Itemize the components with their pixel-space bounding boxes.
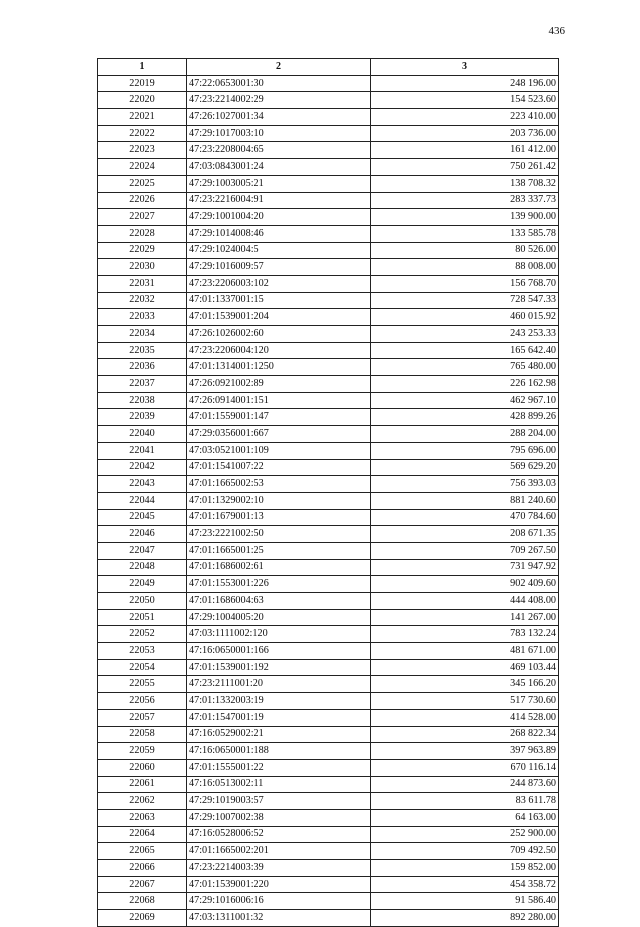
row-number-cell: 22038 bbox=[98, 392, 187, 409]
row-number-cell: 22066 bbox=[98, 860, 187, 877]
cadastral-number-cell: 47:01:1679001:13 bbox=[187, 509, 371, 526]
cadastral-number-cell: 47:23:2111001:20 bbox=[187, 676, 371, 693]
cadastral-number-cell: 47:01:1555001:22 bbox=[187, 759, 371, 776]
table-row bbox=[98, 860, 559, 877]
table-row bbox=[98, 175, 559, 192]
value-cell: 226 162.98 bbox=[371, 376, 559, 393]
cadastral-number-cell: 47:29:1017003:10 bbox=[187, 125, 371, 142]
table-row bbox=[98, 843, 559, 860]
table-row bbox=[98, 476, 559, 493]
row-number-cell: 22046 bbox=[98, 526, 187, 543]
cadastral-number-cell: 47:01:1665002:201 bbox=[187, 843, 371, 860]
row-number-cell: 22069 bbox=[98, 910, 187, 927]
row-number-cell: 22030 bbox=[98, 259, 187, 276]
table-row bbox=[98, 826, 559, 843]
table-row bbox=[98, 526, 559, 543]
value-cell: 460 015.92 bbox=[371, 309, 559, 326]
cadastral-number-cell: 47:16:0650001:166 bbox=[187, 643, 371, 660]
value-cell: 517 730.60 bbox=[371, 693, 559, 710]
column-header-3: 3 bbox=[371, 59, 559, 76]
table-row bbox=[98, 409, 559, 426]
value-cell: 268 822.34 bbox=[371, 726, 559, 743]
table-row bbox=[98, 509, 559, 526]
cadastral-number-cell: 47:29:1016006:16 bbox=[187, 893, 371, 910]
table-row bbox=[98, 609, 559, 626]
table-row bbox=[98, 776, 559, 793]
cadastral-number-cell: 47:26:1027001:34 bbox=[187, 109, 371, 126]
value-cell: 252 900.00 bbox=[371, 826, 559, 843]
table-row bbox=[98, 726, 559, 743]
value-cell: 283 337.73 bbox=[371, 192, 559, 209]
cadastral-number-cell: 47:01:1559001:147 bbox=[187, 409, 371, 426]
row-number-cell: 22044 bbox=[98, 492, 187, 509]
cadastral-number-cell: 47:29:1004005:20 bbox=[187, 609, 371, 626]
cadastral-number-cell: 47:01:1539001:204 bbox=[187, 309, 371, 326]
table-row bbox=[98, 659, 559, 676]
value-cell: 709 492.50 bbox=[371, 843, 559, 860]
row-number-cell: 22060 bbox=[98, 759, 187, 776]
value-cell: 165 642.40 bbox=[371, 342, 559, 359]
table-row bbox=[98, 125, 559, 142]
cadastral-number-cell: 47:29:1024004:5 bbox=[187, 242, 371, 259]
row-number-cell: 22019 bbox=[98, 75, 187, 92]
cadastral-number-cell: 47:29:1016009:57 bbox=[187, 259, 371, 276]
cadastral-number-cell: 47:29:1014008:46 bbox=[187, 225, 371, 242]
table-row bbox=[98, 759, 559, 776]
row-number-cell: 22052 bbox=[98, 626, 187, 643]
row-number-cell: 22064 bbox=[98, 826, 187, 843]
row-number-cell: 22023 bbox=[98, 142, 187, 159]
cadastral-number-cell: 47:01:1541007:22 bbox=[187, 459, 371, 476]
value-cell: 481 671.00 bbox=[371, 643, 559, 660]
value-cell: 709 267.50 bbox=[371, 542, 559, 559]
cadastral-number-cell: 47:26:0921002:89 bbox=[187, 376, 371, 393]
value-cell: 248 196.00 bbox=[371, 75, 559, 92]
table-row bbox=[98, 876, 559, 893]
cadastral-number-cell: 47:23:2221002:50 bbox=[187, 526, 371, 543]
value-cell: 765 480.00 bbox=[371, 359, 559, 376]
row-number-cell: 22055 bbox=[98, 676, 187, 693]
cadastral-number-cell: 47:01:1329002:10 bbox=[187, 492, 371, 509]
table-body bbox=[98, 75, 559, 926]
value-cell: 902 409.60 bbox=[371, 576, 559, 593]
value-cell: 159 852.00 bbox=[371, 860, 559, 877]
header-row bbox=[98, 59, 559, 76]
table-row bbox=[98, 292, 559, 309]
table-row bbox=[98, 576, 559, 593]
row-number-cell: 22042 bbox=[98, 459, 187, 476]
value-cell: 138 708.32 bbox=[371, 175, 559, 192]
value-cell: 783 132.24 bbox=[371, 626, 559, 643]
table-row bbox=[98, 259, 559, 276]
table-row bbox=[98, 109, 559, 126]
row-number-cell: 22020 bbox=[98, 92, 187, 109]
row-number-cell: 22048 bbox=[98, 559, 187, 576]
row-number-cell: 22053 bbox=[98, 643, 187, 660]
row-number-cell: 22022 bbox=[98, 125, 187, 142]
row-number-cell: 22029 bbox=[98, 242, 187, 259]
value-cell: 88 008.00 bbox=[371, 259, 559, 276]
row-number-cell: 22067 bbox=[98, 876, 187, 893]
table-row bbox=[98, 459, 559, 476]
table-row bbox=[98, 426, 559, 443]
row-number-cell: 22050 bbox=[98, 593, 187, 610]
value-cell: 569 629.20 bbox=[371, 459, 559, 476]
row-number-cell: 22063 bbox=[98, 809, 187, 826]
row-number-cell: 22061 bbox=[98, 776, 187, 793]
row-number-cell: 22027 bbox=[98, 209, 187, 226]
row-number-cell: 22040 bbox=[98, 426, 187, 443]
value-cell: 470 784.60 bbox=[371, 509, 559, 526]
table-row bbox=[98, 709, 559, 726]
value-cell: 756 393.03 bbox=[371, 476, 559, 493]
cadastral-number-cell: 47:01:1686002:61 bbox=[187, 559, 371, 576]
cadastral-number-cell: 47:01:1553001:226 bbox=[187, 576, 371, 593]
table-row bbox=[98, 593, 559, 610]
cadastral-number-cell: 47:01:1539001:192 bbox=[187, 659, 371, 676]
row-number-cell: 22039 bbox=[98, 409, 187, 426]
row-number-cell: 22059 bbox=[98, 743, 187, 760]
row-number-cell: 22036 bbox=[98, 359, 187, 376]
value-cell: 156 768.70 bbox=[371, 275, 559, 292]
table-row bbox=[98, 359, 559, 376]
table-row bbox=[98, 643, 559, 660]
row-number-cell: 22033 bbox=[98, 309, 187, 326]
column-header-1: 1 bbox=[98, 59, 187, 76]
value-cell: 203 736.00 bbox=[371, 125, 559, 142]
value-cell: 161 412.00 bbox=[371, 142, 559, 159]
table-row bbox=[98, 910, 559, 927]
value-cell: 444 408.00 bbox=[371, 593, 559, 610]
cadastral-number-cell: 47:01:1686004:63 bbox=[187, 593, 371, 610]
value-cell: 397 963.89 bbox=[371, 743, 559, 760]
cadastral-number-cell: 47:01:1547001:19 bbox=[187, 709, 371, 726]
table-row bbox=[98, 242, 559, 259]
cadastral-number-cell: 47:29:1007002:38 bbox=[187, 809, 371, 826]
table-row bbox=[98, 392, 559, 409]
value-cell: 428 899.26 bbox=[371, 409, 559, 426]
table-row bbox=[98, 92, 559, 109]
value-cell: 91 586.40 bbox=[371, 893, 559, 910]
registry-table bbox=[97, 58, 559, 927]
value-cell: 345 166.20 bbox=[371, 676, 559, 693]
cadastral-number-cell: 47:23:2208004:65 bbox=[187, 142, 371, 159]
table-row bbox=[98, 626, 559, 643]
row-number-cell: 22035 bbox=[98, 342, 187, 359]
value-cell: 454 358.72 bbox=[371, 876, 559, 893]
row-number-cell: 22054 bbox=[98, 659, 187, 676]
value-cell: 288 204.00 bbox=[371, 426, 559, 443]
row-number-cell: 22037 bbox=[98, 376, 187, 393]
row-number-cell: 22057 bbox=[98, 709, 187, 726]
value-cell: 414 528.00 bbox=[371, 709, 559, 726]
cadastral-number-cell: 47:23:2206004:120 bbox=[187, 342, 371, 359]
value-cell: 728 547.33 bbox=[371, 292, 559, 309]
cadastral-number-cell: 47:01:1539001:220 bbox=[187, 876, 371, 893]
cadastral-number-cell: 47:03:0521001:109 bbox=[187, 442, 371, 459]
row-number-cell: 22034 bbox=[98, 326, 187, 343]
value-cell: 83 611.78 bbox=[371, 793, 559, 810]
cadastral-number-cell: 47:03:1111002:120 bbox=[187, 626, 371, 643]
table-row bbox=[98, 75, 559, 92]
table-row bbox=[98, 342, 559, 359]
table-row bbox=[98, 676, 559, 693]
cadastral-number-cell: 47:01:1332003:19 bbox=[187, 693, 371, 710]
cadastral-number-cell: 47:03:0843001:24 bbox=[187, 159, 371, 176]
table-row bbox=[98, 376, 559, 393]
table-row bbox=[98, 893, 559, 910]
table-row bbox=[98, 192, 559, 209]
value-cell: 64 163.00 bbox=[371, 809, 559, 826]
cadastral-number-cell: 47:26:0914001:151 bbox=[187, 392, 371, 409]
row-number-cell: 22045 bbox=[98, 509, 187, 526]
table-row bbox=[98, 743, 559, 760]
table-row bbox=[98, 159, 559, 176]
cadastral-number-cell: 47:23:2216004:91 bbox=[187, 192, 371, 209]
cadastral-number-cell: 47:23:2214003:39 bbox=[187, 860, 371, 877]
cadastral-number-cell: 47:29:1003005:21 bbox=[187, 175, 371, 192]
value-cell: 731 947.92 bbox=[371, 559, 559, 576]
value-cell: 223 410.00 bbox=[371, 109, 559, 126]
row-number-cell: 22026 bbox=[98, 192, 187, 209]
row-number-cell: 22056 bbox=[98, 693, 187, 710]
cadastral-number-cell: 47:16:0529002:21 bbox=[187, 726, 371, 743]
table-header bbox=[98, 59, 559, 76]
value-cell: 80 526.00 bbox=[371, 242, 559, 259]
cadastral-number-cell: 47:01:1665001:25 bbox=[187, 542, 371, 559]
value-cell: 154 523.60 bbox=[371, 92, 559, 109]
cadastral-number-cell: 47:01:1337001:15 bbox=[187, 292, 371, 309]
value-cell: 469 103.44 bbox=[371, 659, 559, 676]
row-number-cell: 22031 bbox=[98, 275, 187, 292]
value-cell: 141 267.00 bbox=[371, 609, 559, 626]
row-number-cell: 22062 bbox=[98, 793, 187, 810]
cadastral-number-cell: 47:16:0513002:11 bbox=[187, 776, 371, 793]
cadastral-number-cell: 47:16:0528006:52 bbox=[187, 826, 371, 843]
row-number-cell: 22028 bbox=[98, 225, 187, 242]
row-number-cell: 22065 bbox=[98, 843, 187, 860]
value-cell: 795 696.00 bbox=[371, 442, 559, 459]
cadastral-number-cell: 47:29:1001004:20 bbox=[187, 209, 371, 226]
row-number-cell: 22051 bbox=[98, 609, 187, 626]
column-header-2: 2 bbox=[187, 59, 371, 76]
cadastral-number-cell: 47:01:1314001:1250 bbox=[187, 359, 371, 376]
cadastral-number-cell: 47:23:2206003:102 bbox=[187, 275, 371, 292]
table-row bbox=[98, 542, 559, 559]
value-cell: 750 261.42 bbox=[371, 159, 559, 176]
table-row bbox=[98, 442, 559, 459]
table-row bbox=[98, 142, 559, 159]
table-row bbox=[98, 225, 559, 242]
cadastral-number-cell: 47:22:0653001:30 bbox=[187, 75, 371, 92]
cadastral-number-cell: 47:29:0356001:667 bbox=[187, 426, 371, 443]
row-number-cell: 22021 bbox=[98, 109, 187, 126]
table-row bbox=[98, 693, 559, 710]
value-cell: 243 253.33 bbox=[371, 326, 559, 343]
value-cell: 462 967.10 bbox=[371, 392, 559, 409]
table-row bbox=[98, 809, 559, 826]
row-number-cell: 22041 bbox=[98, 442, 187, 459]
table-row bbox=[98, 275, 559, 292]
table-row bbox=[98, 559, 559, 576]
table-row bbox=[98, 209, 559, 226]
row-number-cell: 22025 bbox=[98, 175, 187, 192]
cadastral-number-cell: 47:26:1026002:60 bbox=[187, 326, 371, 343]
cadastral-number-cell: 47:23:2214002:29 bbox=[187, 92, 371, 109]
row-number-cell: 22049 bbox=[98, 576, 187, 593]
cadastral-number-cell: 47:01:1665002:53 bbox=[187, 476, 371, 493]
value-cell: 892 280.00 bbox=[371, 910, 559, 927]
page-number: 436 bbox=[548, 25, 565, 37]
cadastral-number-cell: 47:29:1019003:57 bbox=[187, 793, 371, 810]
cadastral-number-cell: 47:16:0650001:188 bbox=[187, 743, 371, 760]
row-number-cell: 22058 bbox=[98, 726, 187, 743]
table-row bbox=[98, 309, 559, 326]
value-cell: 670 116.14 bbox=[371, 759, 559, 776]
value-cell: 139 900.00 bbox=[371, 209, 559, 226]
value-cell: 133 585.78 bbox=[371, 225, 559, 242]
table-row bbox=[98, 492, 559, 509]
row-number-cell: 22068 bbox=[98, 893, 187, 910]
value-cell: 881 240.60 bbox=[371, 492, 559, 509]
table-row bbox=[98, 326, 559, 343]
cadastral-number-cell: 47:03:1311001:32 bbox=[187, 910, 371, 927]
row-number-cell: 22024 bbox=[98, 159, 187, 176]
row-number-cell: 22047 bbox=[98, 542, 187, 559]
value-cell: 244 873.60 bbox=[371, 776, 559, 793]
row-number-cell: 22032 bbox=[98, 292, 187, 309]
value-cell: 208 671.35 bbox=[371, 526, 559, 543]
row-number-cell: 22043 bbox=[98, 476, 187, 493]
table-row bbox=[98, 793, 559, 810]
